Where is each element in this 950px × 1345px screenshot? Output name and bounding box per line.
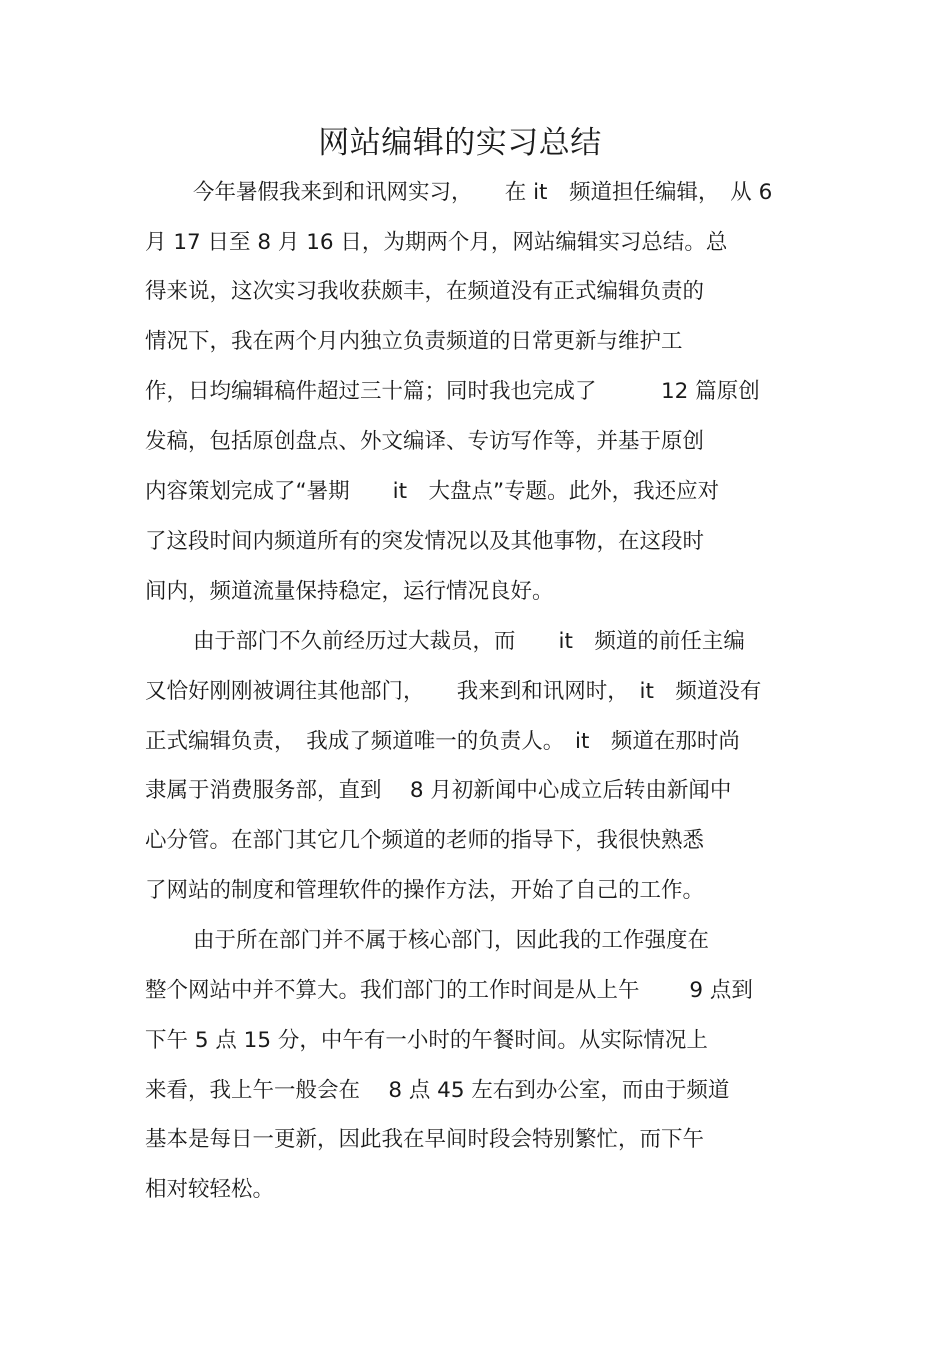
paragraph-1-line-8: 了这段时间内频道所有的突发情况以及其他事物，在这段时: [145, 529, 705, 554]
paragraph-3-line-6: 相对较轻松。: [145, 1177, 275, 1202]
paragraph-3-line-4: 来看，我上午一般会在 8 点 45 左右到办公室，而由于频道: [145, 1078, 730, 1103]
paragraph-1-line-6: 发稿，包括原创盘点、外文编译、专访写作等，并基于原创: [145, 429, 705, 454]
paragraph-2-line-1: 由于部门不久前经历过大裁员，而 it 频道的前任主编: [193, 629, 745, 654]
paragraph-3-line-2: 整个网站中并不算大。我们部门的工作时间是从上午 9 点到: [145, 978, 753, 1003]
paragraph-3-line-3: 下午 5 点 15 分，中午有一小时的午餐时间。从实际情况上: [145, 1028, 708, 1053]
paragraph-2-line-4: 隶属于消费服务部，直到 8 月初新闻中心成立后转由新闻中: [145, 778, 732, 803]
paragraph-1-line-5: 作，日均编辑稿件超过三十篇；同时我也完成了 12 篇原创: [145, 379, 760, 404]
paragraph-2-line-5: 心分管。在部门其它几个频道的老师的指导下，我很快熟悉: [145, 828, 705, 853]
paragraph-2-line-3: 正式编辑负责， 我成了频道唯一的负责人。 it 频道在那时尚: [145, 729, 740, 754]
paragraph-1-line-4: 情况下，我在两个月内独立负责频道的日常更新与维护工: [145, 329, 683, 354]
document-title: 网站编辑的实习总结: [318, 125, 602, 161]
paragraph-1-line-3: 得来说，这次实习我收获颇丰，在频道没有正式编辑负责的: [145, 279, 705, 304]
paragraph-1-line-9: 间内，频道流量保持稳定，运行情况良好。: [145, 579, 554, 604]
paragraph-1-line-7: 内容策划完成了“暑期 it 大盘点”专题。此外，我还应对: [145, 479, 720, 504]
paragraph-1-line-1: 今年暑假我来到和讯网实习， 在 it 频道担任编辑， 从 6: [193, 180, 773, 205]
paragraph-2-line-2: 又恰好刚刚被调往其他部门， 我来到和讯网时， it 频道没有: [145, 679, 762, 704]
paragraph-1-line-2: 月 17 日至 8 月 16 日，为期两个月，网站编辑实习总结。总: [145, 230, 728, 255]
paragraph-2-line-6: 了网站的制度和管理软件的操作方法，开始了自己的工作。: [145, 878, 705, 903]
paragraph-3-line-1: 由于所在部门并不属于核心部门，因此我的工作强度在: [193, 928, 710, 953]
paragraph-3-line-5: 基本是每日一更新，因此我在早间时段会特别繁忙，而下午: [145, 1127, 705, 1152]
